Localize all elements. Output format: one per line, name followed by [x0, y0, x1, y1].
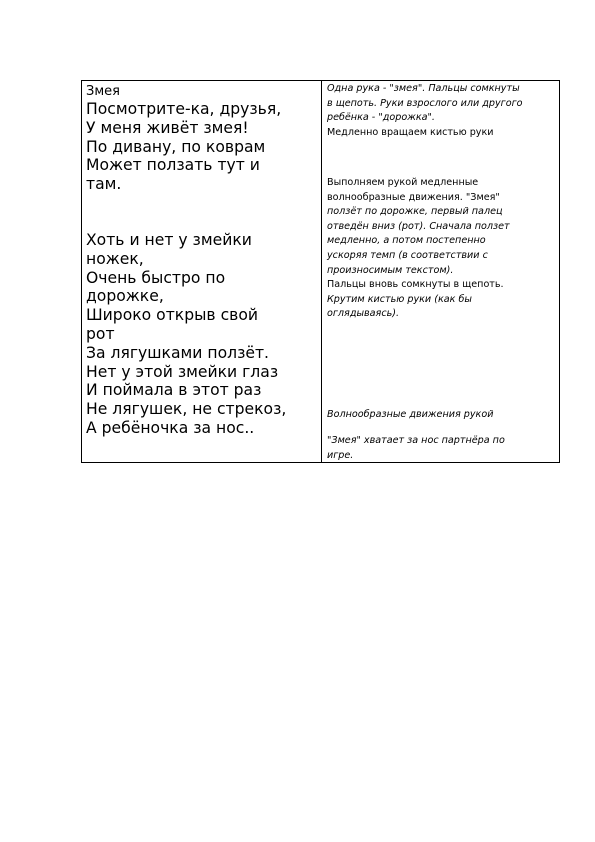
instruction-line: в щепоть. Руки взрослого или другого: [327, 97, 523, 109]
poem-line: Широко открыв свой: [86, 306, 259, 325]
instruction-block-1: [327, 82, 523, 140]
poem-title: Змея: [86, 84, 120, 99]
instruction-block-4: [327, 434, 505, 463]
instruction-block-2: [327, 176, 510, 322]
instruction-line: ползёт по дорожке, первый палец: [327, 206, 503, 218]
poem-line: Нет у этой змейки глаз: [86, 362, 279, 381]
poem-line: дорожке,: [86, 287, 164, 306]
instruction-line: Одна рука - "змея". Пальцы сомкнуты: [327, 83, 520, 94]
poem-line: Не лягушек, не стрекоз,: [86, 400, 287, 419]
poem-line: Посмотрите-ка, друзья,: [86, 100, 282, 118]
poem-line: Хоть и нет у змейки: [86, 230, 252, 249]
poem-line: И поймала в этот раз: [86, 381, 262, 400]
instructions-column: [322, 81, 559, 462]
instruction-line: Выполняем рукой медленные: [327, 177, 479, 188]
poem-column: [82, 81, 322, 462]
poem-line: А ребёночка за нос..: [86, 418, 255, 437]
instruction-block-3: [327, 408, 493, 423]
instruction-line: игре.: [327, 449, 354, 461]
poem-line: Может ползать тут и: [86, 156, 260, 175]
poem-line: За лягушками ползёт.: [86, 343, 270, 362]
instruction-line: отведён вниз (рот). Сначала ползет: [327, 220, 510, 232]
poem-line: там.: [86, 175, 122, 194]
instruction-line: произносимым текстом).: [327, 264, 454, 276]
poem-line: Очень быстро по: [86, 268, 226, 287]
instruction-line: ускоряя темп (в соответствии с: [327, 249, 488, 261]
rhyme-table: [81, 80, 560, 463]
poem-line: рот: [86, 324, 115, 343]
instruction-line: оглядываясь).: [327, 308, 400, 320]
instruction-line: волнообразные движения. "Змея": [327, 191, 500, 203]
instruction-line: Медленно вращаем кистью руки: [327, 126, 494, 138]
poem-line: У меня живёт змея!: [86, 118, 249, 137]
instruction-line: медленно, а потом постепенно: [327, 235, 486, 247]
poem-line: По дивану, по коврам: [86, 137, 266, 156]
instruction-line: "Змея" хватает за нос партнёра по: [327, 435, 505, 446]
instruction-line: Крутим кистью руки (как бы: [327, 293, 472, 305]
instruction-line: Волнообразные движения рукой: [327, 409, 494, 420]
stanza-gap: [86, 194, 317, 231]
instruction-line: Пальцы вновь сомкнуты в щепоть.: [327, 279, 504, 291]
instruction-line: ребёнка - "дорожка".: [327, 112, 435, 124]
poem-line: ножек,: [86, 249, 144, 268]
